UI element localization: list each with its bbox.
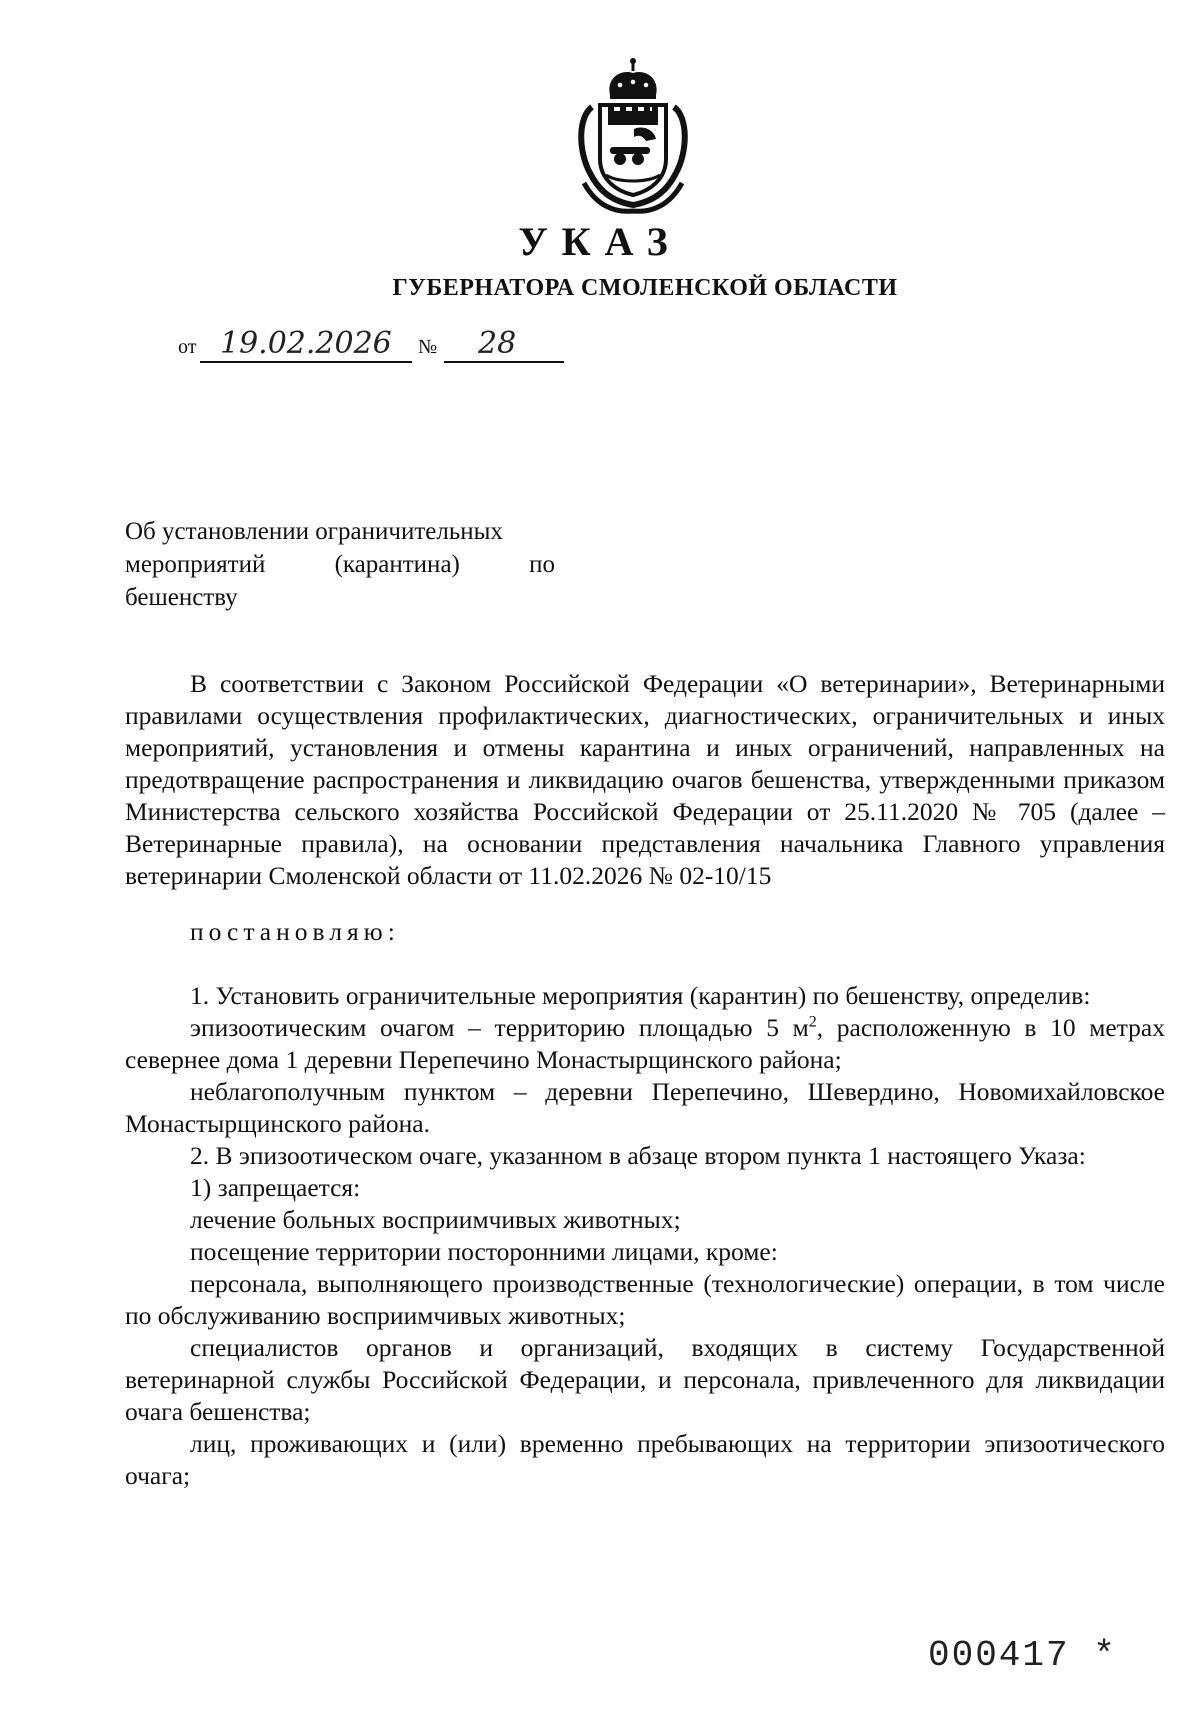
item-2: 2. В эпизоотическом очаге, указанном в абзаце втором пункта 1 настоящего Указа: — [190, 1141, 1086, 1170]
item-1-paragraph-b: неблагополучным пунктом – деревни Перепечино, Шевердино, Новомихайловское Монастырщинского района. — [125, 1077, 1165, 1138]
handwritten-number: 28 — [478, 326, 517, 361]
resolution-word: постановляю: — [190, 917, 400, 946]
item-1-paragraph-a: эпизоотическим очагом – территорию площадью 5 $м^2$, расположенную в 10 метрах севернее дома 1 деревни Перепечино Монастырщинского района; — [125, 1013, 1165, 1074]
item-2-subitem-1: 1) запрещается: — [190, 1173, 361, 1202]
subject-line-2 — [125, 548, 555, 581]
number-underline — [444, 361, 564, 363]
date-from-label: от — [178, 336, 197, 358]
subject-line-3: бешенству — [125, 584, 238, 611]
number-label: № — [418, 336, 438, 358]
handwritten-date: 19.02.2026 — [220, 326, 392, 361]
item-2-1-paragraph-a: лечение больных восприимчивых животных; — [190, 1205, 681, 1234]
item-2-1-exception-2: специалистов органов и организаций, входящих в систему Государственной ветеринарной службы Российской Федерации, и персонала, привлеченного для ликвидации очага бешенства; — [125, 1333, 1165, 1426]
preamble-paragraph: В соответствии с Законом Российской Федерации «О ветеринарии», Ветеринарными правилами осуществления профилактических, диагностических, ограничительных и иных мероприятий, установления и отмены карантина и иных ограничений, направленных на предотвращение распространения и ликвидацию очагов бешенства, утвержденными приказом Министерства сельского хозяйства Российской Федерации от 25.11.2020 № 705 (далее – Ветеринарные правила), на основании представления начальника Главного управления ветеринарии Смоленской области от 11.02.2026 № 02-10/15 — [125, 669, 1165, 890]
document-body — [125, 668, 1165, 1492]
coat-of-arms-icon — [570, 55, 696, 215]
subject-word: по — [529, 551, 555, 578]
item-2-1-paragraph-b: посещение территории посторонними лицами, кроме: — [190, 1237, 778, 1266]
subject-word: (карантина) — [334, 551, 460, 578]
subject-line-1: Об установлении ограничительных — [125, 518, 503, 545]
item-2-1-exception-3: лиц, проживающих и (или) временно пребывающих на территории эпизоотического очага; — [125, 1429, 1165, 1490]
item-1: 1. Установить ограничительные мероприятия (карантин) по бешенству, определив: — [190, 981, 1091, 1010]
subject-word: мероприятий — [125, 551, 266, 578]
serial-number: 000417 * — [928, 1635, 1117, 1676]
date-underline — [200, 361, 412, 363]
document-title: УКАЗ — [518, 219, 682, 264]
document-subtitle: ГУБЕРНАТОРА СМОЛЕНСКОЙ ОБЛАСТИ — [392, 275, 898, 301]
document-subject — [125, 515, 555, 614]
item-2-1-exception-1: персонала, выполняющего производственные (технологические) операции, в том числе по обслуживанию восприимчивых животных; — [125, 1269, 1165, 1330]
